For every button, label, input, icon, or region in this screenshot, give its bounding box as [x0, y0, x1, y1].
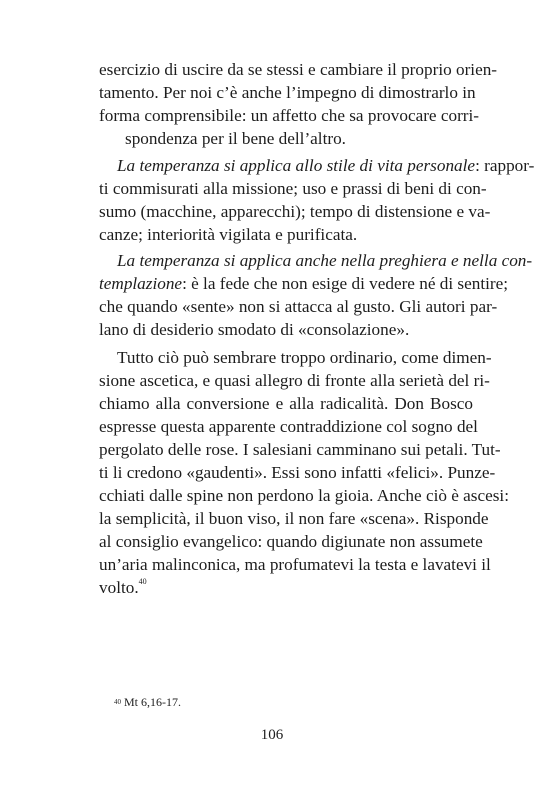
text-line: cchiati dalle spine non perdono la gioia. Anche ciò è ascesi: — [99, 486, 509, 505]
footnote-text: Mt 6,16-17. — [124, 695, 181, 709]
footnote-marker: 40 — [114, 698, 121, 706]
text-line: la semplicità, il buon viso, il non fare «scena». Risponde — [99, 509, 489, 528]
emphasis-text: La temperanza si applica allo stile di vita personale — [117, 156, 476, 175]
text-line: canze; interiorità vigilata e purificata. — [99, 225, 358, 244]
text-line: esercizio di uscire da se stessi e cambiare il proprio orien- — [99, 60, 498, 79]
text-line: tamento. Per noi c’è anche l’impegno di dimostrarlo in — [99, 83, 476, 102]
text-line: spondenza per il bene dell’altro. — [125, 129, 346, 148]
text-line: sione ascetica, e quasi allegro di fronte alla serietà del ri- — [99, 371, 490, 390]
text-fragment: : rappor- — [475, 156, 535, 175]
text-line: chiamo alla conversione e alla radicalità. Don Bosco — [99, 394, 473, 413]
text-line — [117, 154, 535, 177]
text-line: forma comprensibile: un affetto che sa provocare corri- — [99, 106, 480, 125]
text-line — [99, 272, 509, 295]
text-line: lano di desiderio smodato di «consolazione». — [99, 320, 410, 339]
text-line: ti li credono «gaudenti». Essi sono infatti «felici». Punze- — [99, 463, 496, 482]
text-line: Tutto ciò può sembrare troppo ordinario, come dimen- — [117, 348, 492, 367]
text-line: che quando «sente» non si attacca al gusto. Gli autori par- — [99, 297, 498, 316]
text-line: pergolato delle rose. I salesiani camminano sui petali. Tut- — [99, 440, 501, 459]
emphasis-text: templazione — [99, 274, 183, 293]
text-line: sumo (macchine, apparecchi); tempo di distensione e va- — [99, 202, 491, 221]
text-line: al consiglio evangelico: quando digiunate non assumete — [99, 532, 483, 551]
footnote — [114, 694, 181, 710]
text-line: un’aria malinconica, ma profumatevi la testa e lavatevi il — [99, 555, 491, 574]
text-line: ti commisurati alla missione; uso e prassi di beni di con- — [99, 179, 487, 198]
text-line — [99, 576, 473, 599]
page-number: 106 — [260, 727, 284, 743]
footnote-reference[interactable]: 40 — [138, 577, 147, 586]
text-fragment: volto. — [99, 578, 139, 597]
text-line: La temperanza si applica anche nella preghiera e nella con- — [117, 251, 533, 270]
text-line: espresse questa apparente contraddizione col sogno del — [99, 417, 478, 436]
text-fragment: : è la fede che non esige di vedere né di sentire; — [182, 274, 509, 293]
